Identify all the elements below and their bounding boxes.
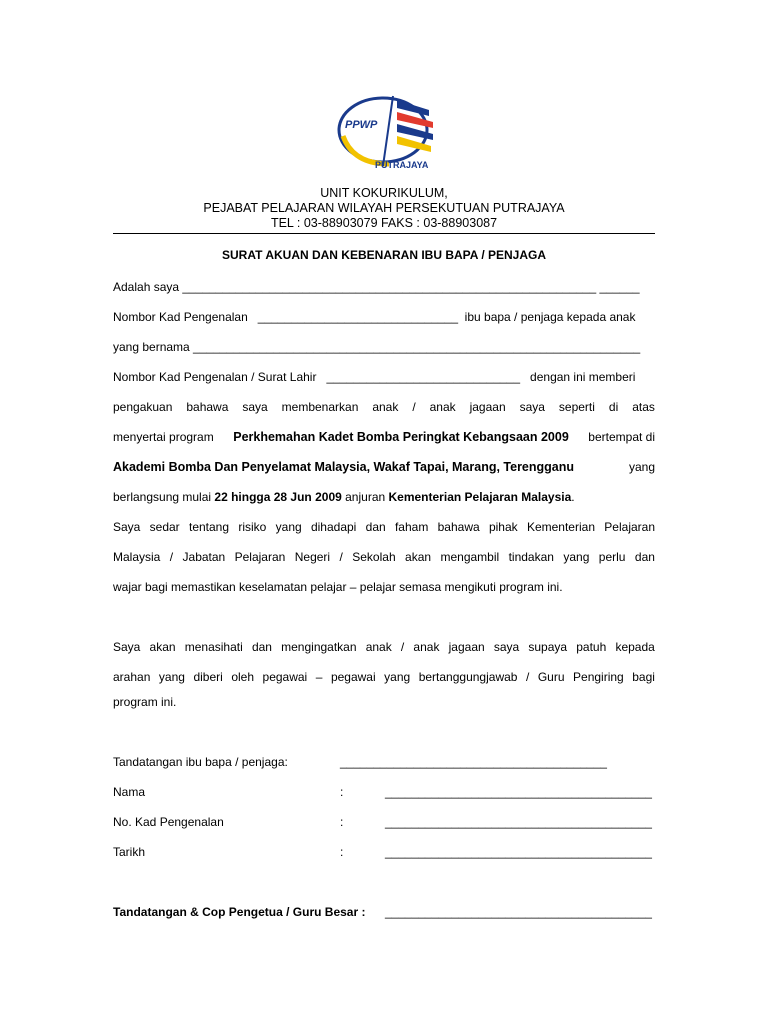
principal-signature-label bbox=[113, 905, 366, 919]
word: mengingatkan bbox=[281, 640, 357, 654]
kad-label: No. Kad Pengenalan bbox=[113, 815, 224, 829]
nama-field-line[interactable]: ________________________________________ bbox=[385, 785, 652, 799]
word: risiko bbox=[238, 520, 267, 534]
word: Pelajaran bbox=[604, 520, 655, 534]
word: Saya bbox=[113, 520, 141, 534]
word: bagi bbox=[632, 670, 655, 684]
line-surat-lahir bbox=[113, 370, 635, 384]
word: yang bbox=[563, 550, 590, 564]
label-surat-lahir: Nombor Kad Pengenalan / Surat Lahir bbox=[113, 370, 317, 384]
logo-text-ppwp: PPWP bbox=[345, 119, 378, 131]
word: oleh bbox=[231, 670, 254, 684]
word: diberi bbox=[193, 670, 223, 684]
word: bahawa bbox=[186, 400, 229, 414]
tarikh-label: Tarikh bbox=[113, 845, 146, 859]
line-kad-pengenalan bbox=[113, 310, 635, 324]
word: saya bbox=[242, 400, 268, 414]
blank-surat-lahir: _____________________________ bbox=[326, 370, 521, 384]
text-ibubapa: ibu bapa / penjaga kepada anak bbox=[464, 310, 636, 324]
word: kepada bbox=[615, 640, 655, 654]
line-program-ini: program ini. bbox=[113, 695, 177, 709]
word: bertanggungjawab bbox=[418, 670, 518, 684]
word: Malaysia bbox=[113, 550, 161, 564]
header-office: PEJABAT PELAJARAN WILAYAH PERSEKUTUAN PUTRAJAYA bbox=[203, 201, 565, 215]
line-menyertai bbox=[113, 430, 655, 444]
word: yang bbox=[384, 670, 411, 684]
line-wajar: wajar bagi memastikan keselamatan pelajar – pelajar semasa mengikuti program ini. bbox=[113, 580, 563, 594]
word: dihadapi bbox=[310, 520, 357, 534]
word: pegawai bbox=[262, 670, 308, 684]
ppwp-logo bbox=[333, 92, 441, 172]
principal-label-text: Tandatangan & Cop Pengetua / Guru Besar bbox=[113, 905, 359, 919]
word: sedar bbox=[149, 520, 180, 534]
parent-signature-label: Tandatangan ibu bapa / penjaga: bbox=[113, 755, 288, 769]
word: pengakuan bbox=[113, 400, 173, 414]
line-berlangsung bbox=[113, 490, 575, 504]
word: dan bbox=[634, 550, 655, 564]
word: di bbox=[608, 400, 619, 414]
word: anak bbox=[372, 400, 399, 414]
line-akademi bbox=[113, 460, 655, 474]
word: faham bbox=[394, 520, 429, 534]
word: mengambil bbox=[440, 550, 500, 564]
text-menyertai: menyertai program bbox=[113, 430, 214, 444]
line-yang-bernama: yang bernama ___________________________________________________________________ bbox=[113, 340, 641, 354]
line-arahan bbox=[113, 670, 655, 684]
word: dan bbox=[365, 520, 386, 534]
organizer-name: Kementerian Pelajaran Malaysia bbox=[388, 490, 572, 504]
word: saya bbox=[519, 400, 545, 414]
line-menasihati bbox=[113, 640, 655, 654]
word: Negeri bbox=[294, 550, 331, 564]
line-saya-sedar bbox=[113, 520, 655, 534]
word: dan bbox=[251, 640, 272, 654]
word: anak bbox=[429, 400, 456, 414]
word: Kementerian bbox=[526, 520, 595, 534]
program-name: Perkhemahan Kadet Bomba Peringkat Kebangsaan 2009 bbox=[233, 430, 569, 444]
kad-colon: : bbox=[340, 815, 344, 829]
blank-kad: ______________________________ bbox=[257, 310, 458, 324]
word: yang bbox=[275, 520, 302, 534]
word: tentang bbox=[188, 520, 230, 534]
word: Sekolah bbox=[352, 550, 396, 564]
word: / bbox=[400, 640, 405, 654]
header-rule bbox=[113, 233, 655, 234]
word: / bbox=[339, 550, 343, 564]
word: Pengiring bbox=[573, 670, 624, 684]
word: pegawai bbox=[330, 670, 376, 684]
word: supaya bbox=[528, 640, 568, 654]
word: perlu bbox=[598, 550, 626, 564]
word: Pelajaran bbox=[234, 550, 286, 564]
word: anak bbox=[413, 640, 440, 654]
text-dengan-ini: dengan ini memberi bbox=[530, 370, 636, 384]
principal-signature-line[interactable]: ________________________________________ bbox=[385, 905, 652, 919]
logo-text-putrajaya: PUTRAJAYA bbox=[375, 160, 429, 170]
program-dates: 22 hingga 28 Jun 2009 bbox=[214, 490, 342, 504]
word: jagaan bbox=[448, 640, 485, 654]
nama-colon: : bbox=[340, 785, 344, 799]
text-period: . bbox=[571, 490, 575, 504]
word: anak bbox=[365, 640, 392, 654]
word: pihak bbox=[488, 520, 518, 534]
word: seperti bbox=[558, 400, 595, 414]
document-title: SURAT AKUAN DAN KEBENARAN IBU BAPA / PENJAGA bbox=[221, 248, 546, 262]
header-contact: TEL : 03-88903079 FAKS : 03-88903087 bbox=[270, 216, 498, 230]
word: atas bbox=[632, 400, 655, 414]
word: jagaan bbox=[469, 400, 506, 414]
text-yang: yang bbox=[628, 460, 655, 474]
word: yang bbox=[158, 670, 185, 684]
word: / bbox=[412, 400, 416, 414]
word: akan bbox=[405, 550, 432, 564]
nama-label: Nama bbox=[113, 785, 146, 799]
line-malaysia-jabatan bbox=[113, 550, 655, 564]
tarikh-field-line[interactable]: ________________________________________ bbox=[385, 845, 652, 859]
word: menasihati bbox=[184, 640, 243, 654]
word: membenarkan bbox=[281, 400, 359, 414]
text-anjuran: anjuran bbox=[341, 490, 389, 504]
header-unit: UNIT KOKURIKULUM, bbox=[320, 186, 448, 200]
word: bahawa bbox=[437, 520, 480, 534]
tarikh-colon: : bbox=[340, 845, 344, 859]
word: Guru bbox=[537, 670, 565, 684]
word: tindakan bbox=[508, 550, 554, 564]
word: akan bbox=[149, 640, 176, 654]
label-kad: Nombor Kad Pengenalan bbox=[113, 310, 248, 324]
parent-signature-line[interactable]: ________________________________________ bbox=[340, 755, 607, 769]
word: – bbox=[315, 670, 323, 684]
text-berlangsung: berlangsung mulai bbox=[113, 490, 215, 504]
word: / bbox=[169, 550, 174, 564]
kad-field-line[interactable]: ________________________________________ bbox=[385, 815, 652, 829]
word: saya bbox=[493, 640, 520, 654]
word: Jabatan bbox=[182, 550, 226, 564]
line-pengakuan bbox=[113, 400, 655, 414]
word: Saya bbox=[113, 640, 141, 654]
text-bertempat: bertempat di bbox=[588, 430, 655, 444]
line-adalah-saya: Adalah saya ______________________________________________________________ ______ bbox=[113, 280, 640, 294]
word: arahan bbox=[113, 670, 151, 684]
venue-name: Akademi Bomba Dan Penyelamat Malaysia, Wakaf Tapai, Marang, Terengganu bbox=[113, 460, 575, 474]
principal-colon: : bbox=[361, 905, 366, 919]
word: patuh bbox=[576, 640, 607, 654]
word: / bbox=[525, 670, 530, 684]
